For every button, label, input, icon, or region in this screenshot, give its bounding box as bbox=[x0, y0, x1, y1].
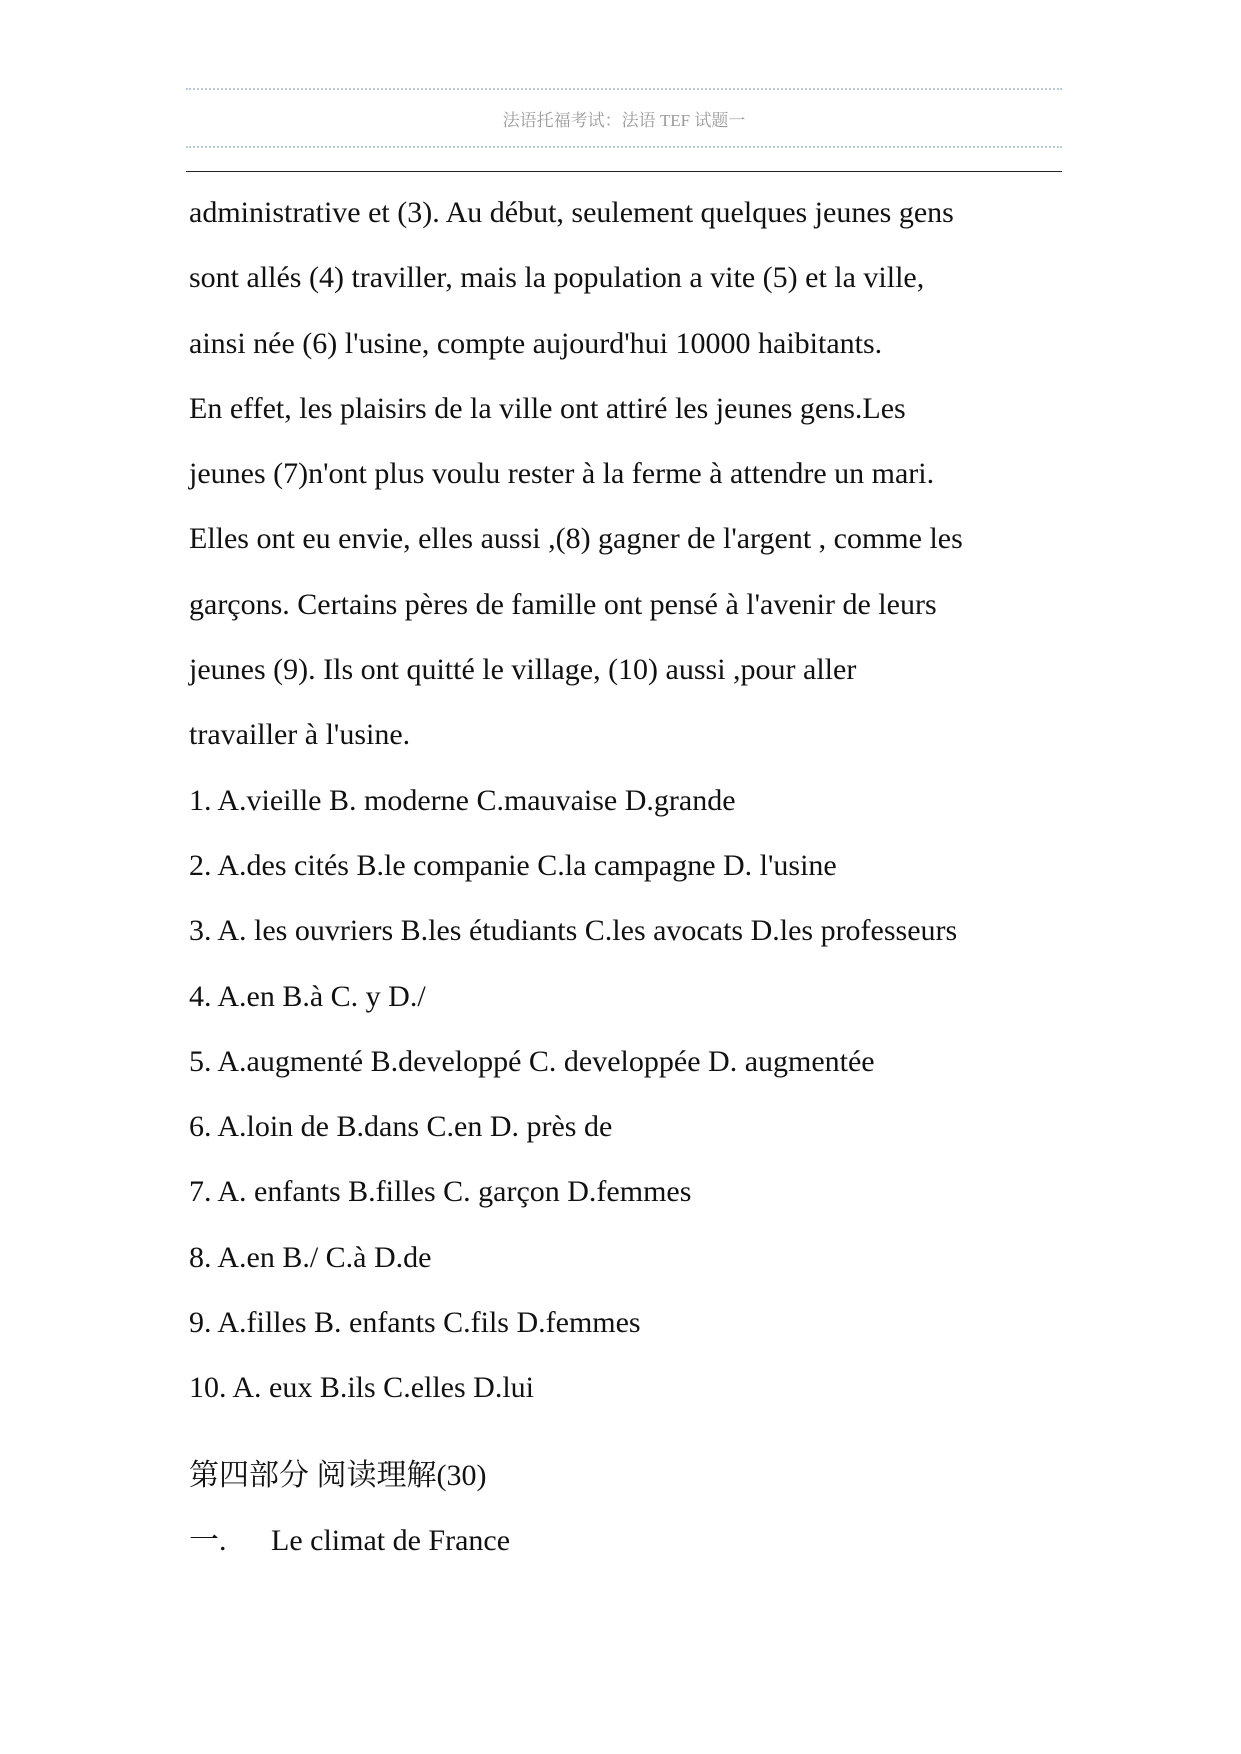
section-heading: 第四部分 阅读理解(30) bbox=[189, 1459, 487, 1492]
passage bbox=[189, 180, 1069, 768]
subsection-number: 一. bbox=[189, 1524, 227, 1557]
subsection-heading bbox=[189, 1508, 510, 1573]
question-item: 8. A.en B./ C.à D.de bbox=[189, 1240, 432, 1274]
passage-line: sont allés (4) traviller, mais la population a vite (5) et la ville, bbox=[189, 261, 925, 295]
passage-line: jeunes (7)n'ont plus voulu rester à la ferme à attendre un mari. bbox=[189, 457, 935, 491]
document-body bbox=[189, 180, 1069, 1421]
question-item: 5. A.augmenté B.developpé C. developpée D. augmentée bbox=[189, 1044, 875, 1078]
question-item: 6. A.loin de B.dans C.en D. près de bbox=[189, 1110, 613, 1144]
passage-line: jeunes (9). Ils ont quitté le village, (10) aussi ,pour aller bbox=[189, 653, 857, 687]
passage-line: ainsi née (6) l'usine, compte aujourd'hui 10000 haibitants. bbox=[189, 326, 883, 360]
question-item: 9. A.filles B. enfants C.fils D.femmes bbox=[189, 1306, 641, 1340]
question-list bbox=[189, 768, 1069, 1421]
question-item: 4. A.en B.à C. y D./ bbox=[189, 979, 426, 1013]
question-item: 7. A. enfants B.filles C. garçon D.femmes bbox=[189, 1175, 692, 1209]
passage-line: garçons. Certains pères de famille ont pensé à l'avenir de leurs bbox=[189, 587, 937, 621]
passage-line: administrative et (3). Au début, seulement quelques jeunes gens bbox=[189, 196, 954, 229]
question-item: 10. A. eux B.ils C.elles D.lui bbox=[189, 1371, 534, 1405]
passage-line: travailler à l'usine. bbox=[189, 718, 411, 752]
question-item: 3. A. les ouvriers B.les étudiants C.les avocats D.les professeurs bbox=[189, 914, 958, 948]
page-header bbox=[186, 88, 1062, 148]
question-item: 2. A.des cités B.le companie C.la campagne D. l'usine bbox=[189, 848, 837, 882]
question-item: 1. A.vieille B. moderne C.mauvaise D.grande bbox=[189, 783, 736, 817]
subsection-title: Le climat de France bbox=[271, 1524, 511, 1557]
header-rule bbox=[186, 171, 1062, 172]
header-title: 法语托福考试：法语 TEF 试题一 bbox=[502, 111, 746, 130]
passage-line: Elles ont eu envie, elles aussi ,(8) gagner de l'argent , comme les bbox=[189, 522, 963, 556]
passage-line: En effet, les plaisirs de la ville ont attiré les jeunes gens.Les bbox=[189, 391, 906, 425]
